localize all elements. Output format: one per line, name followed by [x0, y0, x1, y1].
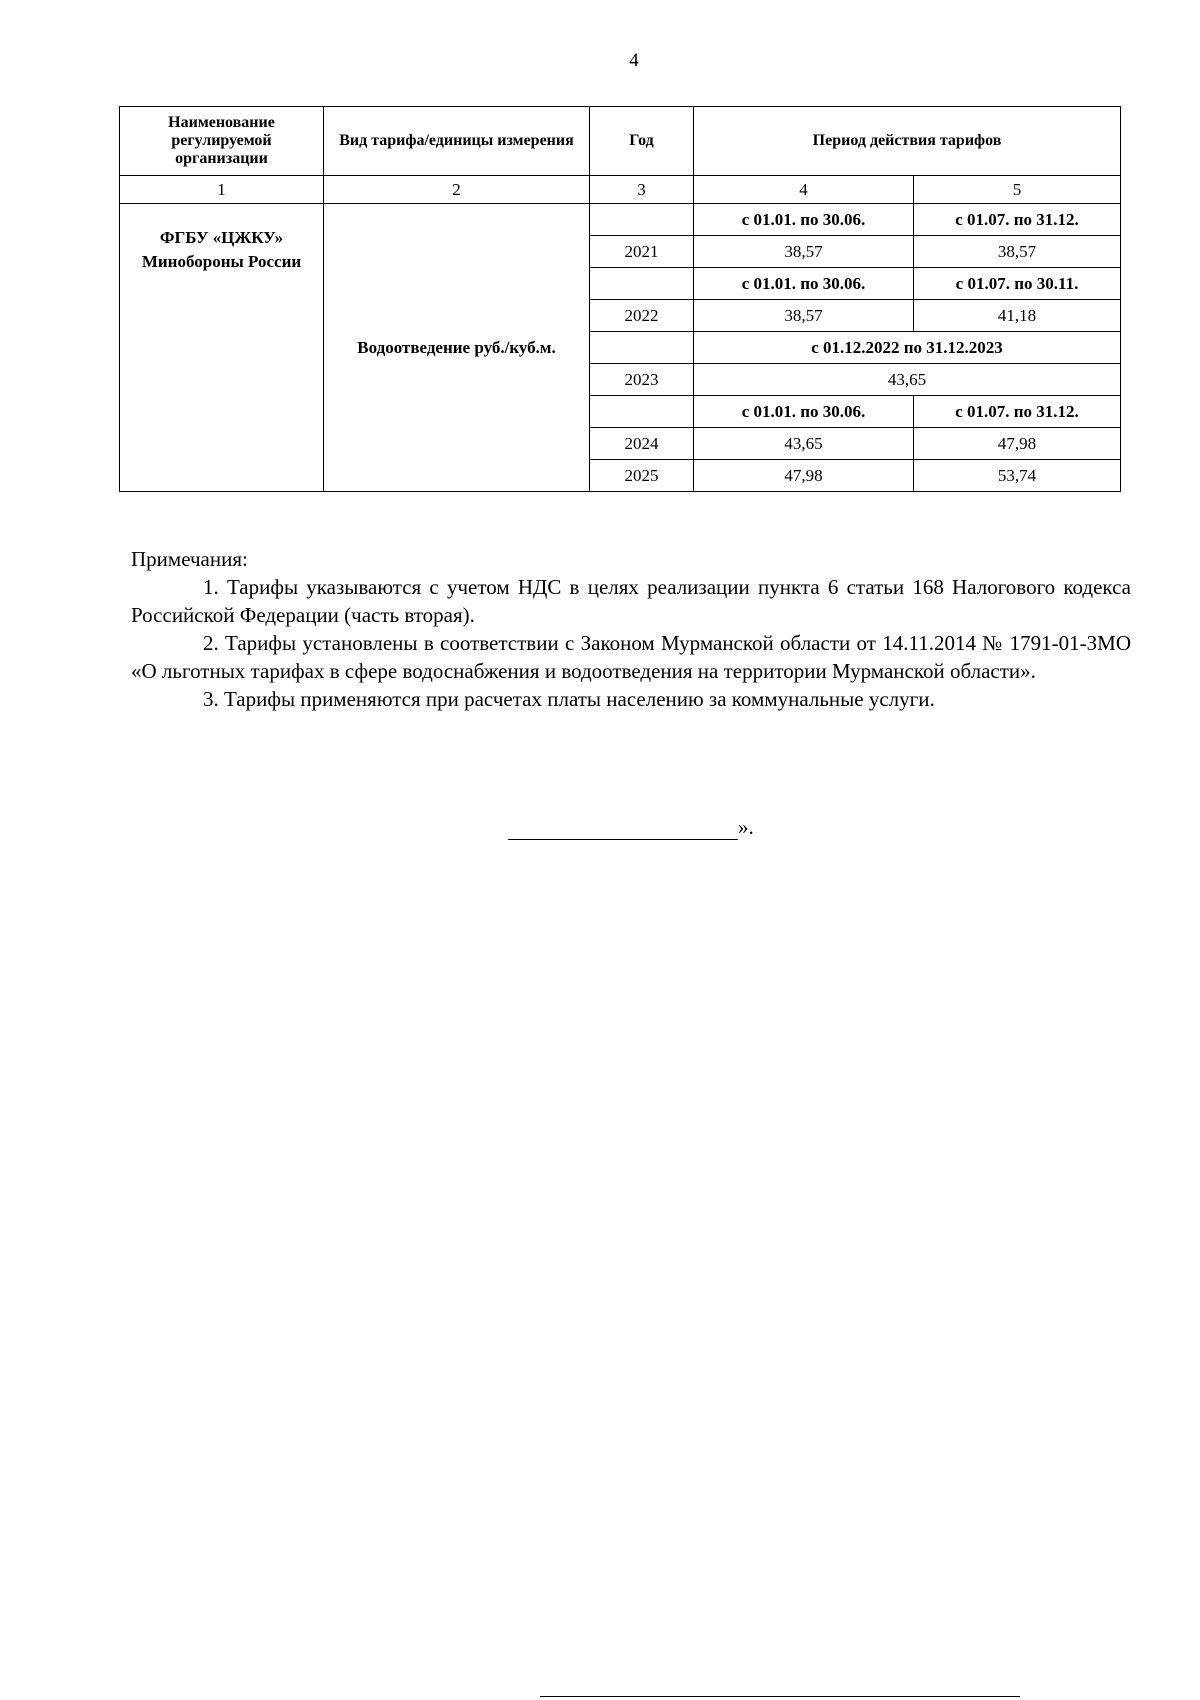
- tariff-value-merged-cell: 43,65: [694, 364, 1121, 396]
- column-numbers-row: [120, 176, 1121, 204]
- tariff-kind-cell: Водоотведение руб./куб.м.: [324, 204, 590, 492]
- period-end-cell: с 01.07. по 31.12.: [914, 396, 1121, 428]
- tariff-value-cell: 38,57: [694, 300, 914, 332]
- tariff-value-cell: 43,65: [694, 428, 914, 460]
- header-tariff-kind: Вид тарифа/единицы измерения: [324, 107, 590, 176]
- year-cell: [590, 332, 694, 364]
- column-number: 1: [120, 176, 324, 204]
- note-item: 1. Тарифы указываются с учетом НДС в целях реализации пункта 6 статьи 168 Налогового кодекса Российской Федерации (часть вторая).: [131, 575, 1131, 627]
- year-cell: [590, 396, 694, 428]
- period-start-cell: с 01.01. по 30.06.: [694, 204, 914, 236]
- year-cell: 2024: [590, 428, 694, 460]
- table-row: [120, 204, 1121, 236]
- column-number: 2: [324, 176, 590, 204]
- year-cell: 2021: [590, 236, 694, 268]
- period-start-cell: с 01.01. по 30.06.: [694, 268, 914, 300]
- note-item: 2. Тарифы установлены в соответствии с Законом Мурманской области от 14.11.2014 № 1791-01-ЗМО «О льготных тарифах в сфере водоснабжения и водоотведения на территории Мурманской области».: [131, 631, 1131, 683]
- period-end-cell: с 01.07. по 30.11.: [914, 268, 1121, 300]
- tariff-value-cell: 38,57: [694, 236, 914, 268]
- footer-divider: [540, 1696, 1020, 1697]
- year-cell: 2022: [590, 300, 694, 332]
- closing-quote: ».: [738, 815, 754, 839]
- signature-line: [508, 817, 738, 840]
- year-cell: [590, 268, 694, 300]
- header-organization: Наименование регулируемой организации: [120, 107, 324, 176]
- period-start-cell: с 01.01. по 30.06.: [694, 396, 914, 428]
- notes-title: Примечания:: [131, 547, 248, 571]
- header-year: Год: [590, 107, 694, 176]
- tariff-table: [119, 106, 1121, 492]
- header-period: Период действия тарифов: [694, 107, 1121, 176]
- column-number: 4: [694, 176, 914, 204]
- tariff-value-cell: 47,98: [694, 460, 914, 492]
- period-end-cell: с 01.07. по 31.12.: [914, 204, 1121, 236]
- page-number: 4: [629, 50, 639, 71]
- closing-mark: [508, 815, 754, 840]
- organization-cell: ФГБУ «ЦЖКУ» Минобороны России: [120, 204, 324, 492]
- column-number: 5: [914, 176, 1121, 204]
- year-cell: 2025: [590, 460, 694, 492]
- tariff-value-cell: 38,57: [914, 236, 1121, 268]
- column-number: 3: [590, 176, 694, 204]
- note-item: 3. Тарифы применяются при расчетах платы населению за коммунальные услуги.: [203, 687, 935, 711]
- tariff-value-cell: 41,18: [914, 300, 1121, 332]
- tariff-value-cell: 53,74: [914, 460, 1121, 492]
- period-merged-cell: с 01.12.2022 по 31.12.2023: [694, 332, 1121, 364]
- year-cell: [590, 204, 694, 236]
- table-header-row: [120, 107, 1121, 176]
- tariff-value-cell: 47,98: [914, 428, 1121, 460]
- year-cell: 2023: [590, 364, 694, 396]
- notes-section: [131, 545, 1131, 713]
